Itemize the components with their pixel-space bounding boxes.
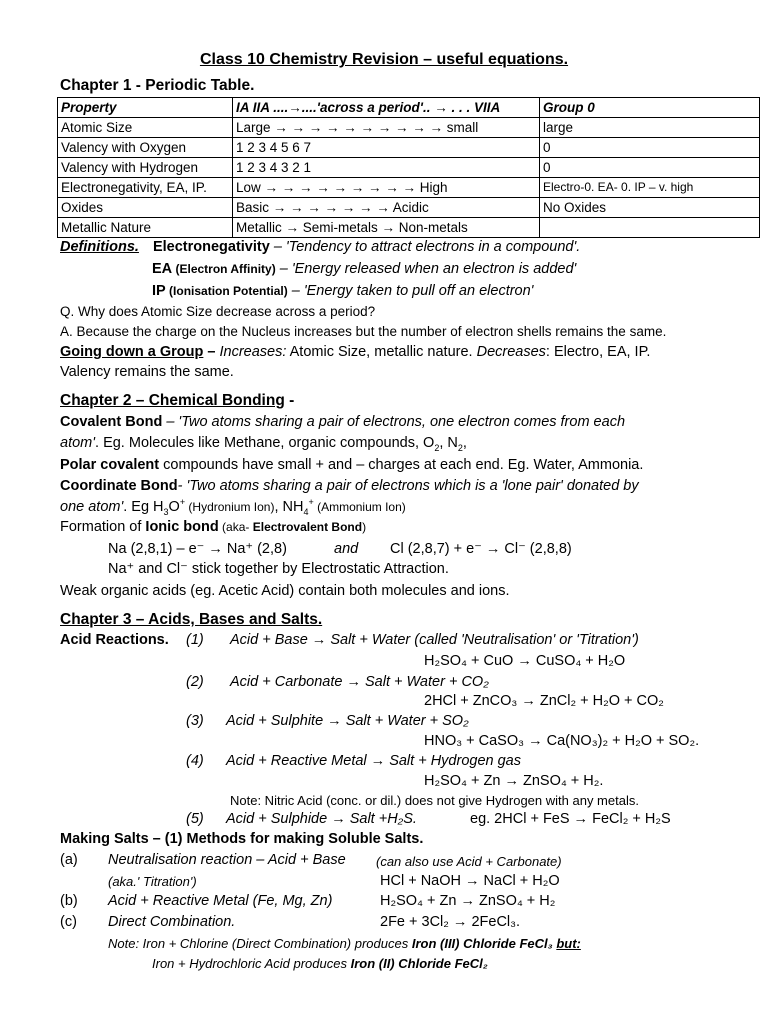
- down-group-label: Going down a Group: [60, 344, 204, 360]
- paren-end: ): [362, 520, 367, 534]
- definition-ip: [152, 282, 533, 301]
- reaction-4-equation: H₂SO₄ + Zn → ZnSO₄ + H₂.: [424, 773, 604, 789]
- table-cell: Oxides: [58, 198, 233, 218]
- term: EA: [152, 261, 173, 277]
- electrostatic-note: Na⁺ and Cl⁻ stick together by Electrostatic Attraction.: [108, 561, 449, 577]
- definition-text: - 'Two atoms sharing a pair of electrons which is a 'lone pair' donated by: [177, 478, 639, 494]
- term: Coordinate Bond: [60, 478, 178, 494]
- table-cell: Large → → → → → → → → → → small: [233, 118, 540, 138]
- table-cell: Basic → → → → → → → Acidic: [233, 198, 540, 218]
- chapter-2-title: Chapter 2 – Chemical Bonding: [60, 392, 285, 409]
- table-cell: Valency with Hydrogen: [58, 158, 233, 178]
- subscript: 4: [303, 506, 309, 517]
- definition-text: – 'Tendency to attract electrons in a compound'.: [269, 239, 581, 255]
- example-text: O: [168, 499, 180, 515]
- text: Formation of: [60, 519, 146, 535]
- note-bold: Iron (III) Chloride FeCl₃: [411, 936, 553, 951]
- reaction-number: (2): [186, 674, 204, 690]
- reaction-number: (1): [186, 632, 204, 648]
- reaction-number: (5): [186, 811, 204, 827]
- increases-text: Atomic Size, metallic nature.: [286, 344, 477, 360]
- reaction-3-text: Acid + Sulphite → Salt + Water + SO₂: [226, 713, 469, 729]
- acid-reactions-label: Acid Reactions.: [60, 632, 169, 648]
- periodic-table-summary: [57, 97, 760, 238]
- table-row: [58, 138, 760, 158]
- nitric-acid-note: Note: Nitric Acid (conc. or dil.) does not give Hydrogen with any metals.: [230, 793, 639, 808]
- reaction-2-equation: 2HCl + ZnCO₃ → ZnCl₂ + H₂O + CO₂: [424, 693, 664, 709]
- superscript: +: [179, 497, 186, 508]
- question-text: Q. Why does Atomic Size decrease across a period?: [60, 304, 376, 319]
- down-a-group-line: [60, 343, 650, 362]
- example-text: , NH: [274, 499, 304, 515]
- table-row: [58, 158, 760, 178]
- decreases-text: : Electro, EA, IP.: [545, 344, 651, 360]
- method-a-paren: (can also use Acid + Carbonate): [376, 854, 562, 869]
- table-cell: 1 2 3 4 3 2 1: [233, 158, 540, 178]
- iron-hcl-note: [152, 954, 488, 973]
- paren-text: (aka-: [218, 520, 253, 534]
- term-paren: (Ionisation Potential): [165, 284, 288, 298]
- subscript: 3: [163, 506, 169, 517]
- ionic-bond-line: [60, 518, 366, 537]
- making-salts-heading: Making Salts – (1) Methods for making Soluble Salts.: [60, 831, 424, 847]
- table-cell: Atomic Size: [58, 118, 233, 138]
- coordinate-bond-line: [60, 477, 639, 496]
- paren-term: Electrovalent Bond: [252, 520, 363, 534]
- header-group-0: Group 0: [540, 98, 760, 118]
- reaction-5-equation: eg. 2HCl + FeS → FeCl₂ + H₂S: [470, 811, 671, 827]
- covalent-bond-line-2: [60, 434, 467, 453]
- polar-covalent-line: [60, 456, 643, 475]
- method-a-aka: (aka.' Titration'): [108, 874, 197, 889]
- definition-text: atom': [60, 435, 96, 451]
- chapter-1-heading: Chapter 1 - Periodic Table.: [60, 77, 255, 94]
- method-c-equation: 2Fe + 3Cl₂ → 2FeCl₃.: [380, 914, 521, 930]
- note-but: but:: [556, 936, 581, 951]
- method-c-text: Direct Combination.: [108, 914, 236, 930]
- note-text: Iron + Hydrochloric Acid produces: [152, 956, 351, 971]
- ion-name: (Hydronium Ion): [185, 500, 275, 514]
- decreases-label: Decreases: [476, 344, 546, 360]
- table-cell: 0: [540, 138, 760, 158]
- method-label: (c): [60, 914, 77, 930]
- table-cell: [540, 218, 760, 238]
- dash: –: [203, 344, 220, 360]
- term: Covalent Bond: [60, 414, 163, 430]
- table-cell: Valency with Oxygen: [58, 138, 233, 158]
- subscript: 2: [457, 442, 463, 453]
- term: Electronegativity: [152, 239, 270, 255]
- term: IP: [152, 283, 166, 299]
- header-groups: IA IIA ....→....'across a period'.. → . . . VIIA: [233, 98, 540, 118]
- definition-text: – 'Energy released when an electron is added': [275, 261, 577, 277]
- subscript: 2: [434, 442, 440, 453]
- method-b-equation: H₂SO₄ + Zn → ZnSO₄ + H₂: [380, 893, 556, 909]
- reaction-3-equation: HNO₃ + CaSO₃ → Ca(NO₃)₂ + H₂O + SO₂.: [424, 733, 700, 749]
- example-text: . Eg. Molecules like Methane, organic compounds, O: [95, 435, 435, 451]
- definition-ea: [152, 260, 576, 279]
- method-b-text: Acid + Reactive Metal (Fe, Mg, Zn): [108, 893, 333, 909]
- heading-tail: -: [284, 392, 295, 409]
- reaction-1-equation: H₂SO₄ + CuO → CuSO₄ + H₂O: [424, 653, 626, 669]
- table-cell: Metallic Nature: [58, 218, 233, 238]
- answer-text: A. Because the charge on the Nucleus increases but the number of electron shells remains the same.: [60, 324, 667, 339]
- reaction-1-text: Acid + Base → Salt + Water (called 'Neutralisation' or 'Titration'): [230, 632, 639, 648]
- method-label: (a): [60, 852, 78, 868]
- definition-text: one atom': [60, 499, 124, 515]
- header-property: Property: [58, 98, 233, 118]
- table-row: [58, 198, 760, 218]
- reaction-number: (3): [186, 713, 204, 729]
- sodium-equation: Na (2,8,1) – e⁻ → Na⁺ (2,8): [108, 541, 287, 557]
- method-a-equation: HCl + NaOH → NaCl + H₂O: [380, 873, 560, 889]
- reaction-2-text: Acid + Carbonate → Salt + Water + CO₂: [230, 674, 489, 690]
- table-cell: 0: [540, 158, 760, 178]
- chlorine-equation: Cl (2,8,7) + e⁻ → Cl⁻ (2,8,8): [390, 541, 572, 557]
- definitions-label: Definitions.: [60, 239, 139, 255]
- method-label: (b): [60, 893, 78, 909]
- table-cell: Electronegativity, EA, IP.: [58, 178, 233, 198]
- superscript: +: [308, 497, 314, 508]
- iron-chlorine-note: [108, 934, 581, 953]
- term-paren: (Electron Affinity): [172, 262, 276, 276]
- coordinate-bond-line-2: [60, 498, 406, 517]
- increases-label: Increases:: [219, 344, 287, 360]
- table-cell: Low → → → → → → → → → High: [233, 178, 540, 198]
- table-cell: Metallic → Semi-metals → Non-metals: [233, 218, 540, 238]
- term: Polar covalent: [60, 457, 160, 473]
- definition-text: compounds have small + and – charges at each end. Eg. Water, Ammonia.: [159, 457, 644, 473]
- example-text: , N: [439, 435, 458, 451]
- covalent-bond-line: [60, 413, 625, 432]
- method-a-text: Neutralisation reaction – Acid + Base: [108, 852, 346, 868]
- chapter-3-heading: Chapter 3 – Acids, Bases and Salts.: [60, 611, 323, 628]
- table-header-row: [58, 98, 760, 118]
- table-cell: Electro-0. EA- 0. IP – v. high: [540, 178, 760, 198]
- note-text: Note: Iron + Chlorine (Direct Combination) produces: [108, 936, 412, 951]
- definition-text: – 'Two atoms sharing a pair of electrons, one electron comes from each: [162, 414, 626, 430]
- table-cell: large: [540, 118, 760, 138]
- and-text: and: [334, 541, 359, 557]
- table-row: [58, 178, 760, 198]
- example-text: ,: [462, 435, 467, 451]
- note-bold: Iron (II) Chloride FeCl₂: [350, 956, 488, 971]
- definition-electronegativity: [60, 238, 580, 257]
- ion-name: (Ammonium Ion): [313, 500, 406, 514]
- definition-text: – 'Energy taken to pull off an electron': [287, 283, 534, 299]
- reaction-number: (4): [186, 753, 204, 769]
- weak-acids-note: Weak organic acids (eg. Acetic Acid) contain both molecules and ions.: [60, 583, 510, 599]
- example-text: . Eg H: [123, 499, 164, 515]
- table-row: [58, 218, 760, 238]
- valency-note: Valency remains the same.: [60, 364, 234, 380]
- table-cell: No Oxides: [540, 198, 760, 218]
- reaction-5-text: Acid + Sulphide → Salt +H₂S.: [226, 811, 417, 827]
- table-row: [58, 118, 760, 138]
- page-title: Class 10 Chemistry Revision – useful equations.: [199, 51, 569, 68]
- table-cell: 1 2 3 4 5 6 7: [233, 138, 540, 158]
- term: Ionic bond: [145, 519, 219, 535]
- chapter-2-heading: [60, 391, 294, 410]
- reaction-4-text: Acid + Reactive Metal → Salt + Hydrogen gas: [226, 753, 521, 769]
